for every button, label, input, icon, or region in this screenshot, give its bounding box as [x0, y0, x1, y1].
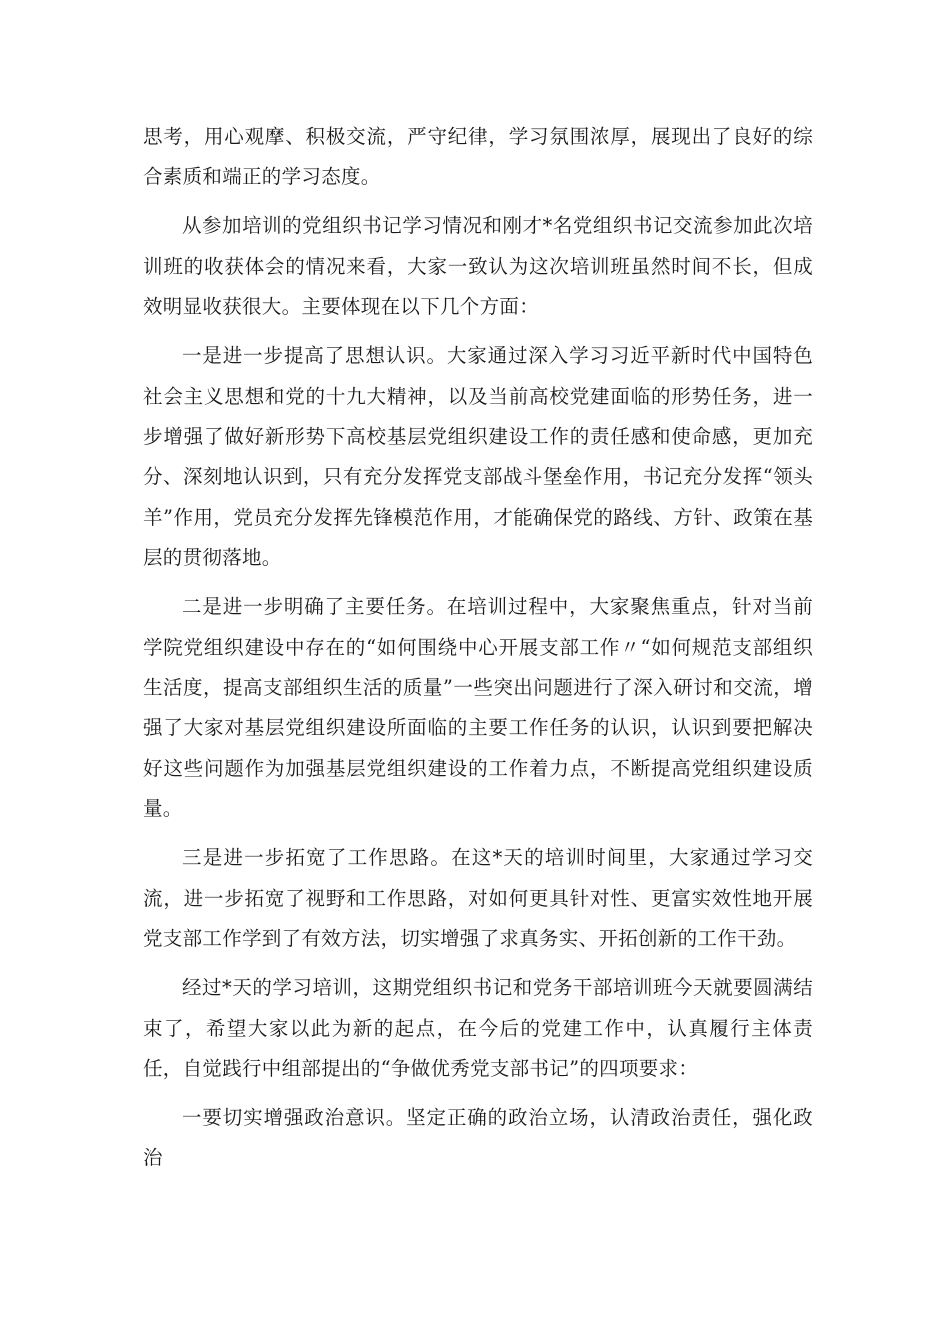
- paragraph-conclusion: 经过*天的学习培训，这期党组织书记和党务干部培训班今天就要圆满结束了，希望大家以此为新的起点，在今后的党建工作中，认真履行主体责任，自觉践行中组部提出的“争做优秀党支部书记”的四项要求：: [143, 976, 813, 1080]
- paragraph-continuation: 思考，用心观摩、积极交流，严守纪律，学习氛围浓厚，展现出了良好的综合素质和端正的学习态度。: [143, 125, 813, 189]
- document-body: [143, 117, 813, 1187]
- paragraph-point-one: 一是进一步提高了思想认识。大家通过深入学习习近平新时代中国特色社会主义思想和党的十九大精神，以及当前高校党建面临的形势任务，进一步增强了做好新形势下高校基层党组织建设工作的责任感和使命感，更加充分、深刻地认识到，只有充分发挥党支部战斗堡垒作用，书记充分发挥“领头羊”作用，党员充分发挥先锋模范作用，才能确保党的路线、方针、政策在基层的贯彻落地。: [143, 344, 813, 570]
- paragraph-overview: 从参加培训的党组织书记学习情况和刚才*名党组织书记交流参加此次培训班的收获体会的情况来看，大家一致认为这次培训班虽然时间不长，但成效明显收获很大。主要体现在以下几个方面：: [143, 214, 813, 319]
- paragraph-point-two: 二是进一步明确了主要任务。在培训过程中，大家聚焦重点，针对当前学院党组织建设中存在的“如何围绕中心开展支部工作〃“如何规范支部组织生活度，提高支部组织生活的质量”一些突出问题进行了深入研讨和交流，增强了大家对基层党组织建设所面临的主要工作任务的认识，认识到要把解决好这些问题作为加强基层党组织建设的工作着力点，不断提高党组织建设质量。: [143, 595, 813, 821]
- paragraph-point-three: 三是进一步拓宽了工作思路。在这*天的培训时间里，大家通过学习交流，进一步拓宽了视野和工作思路，对如何更具针对性、更富实效性地开展党支部工作学到了有效方法，切实增强了求真务实、开拓创新的工作干劲。: [143, 846, 813, 951]
- paragraph-requirement-one: 一要切实增强政治意识。坚定正确的政治立场，认清政治责任，强化政治: [143, 1105, 813, 1170]
